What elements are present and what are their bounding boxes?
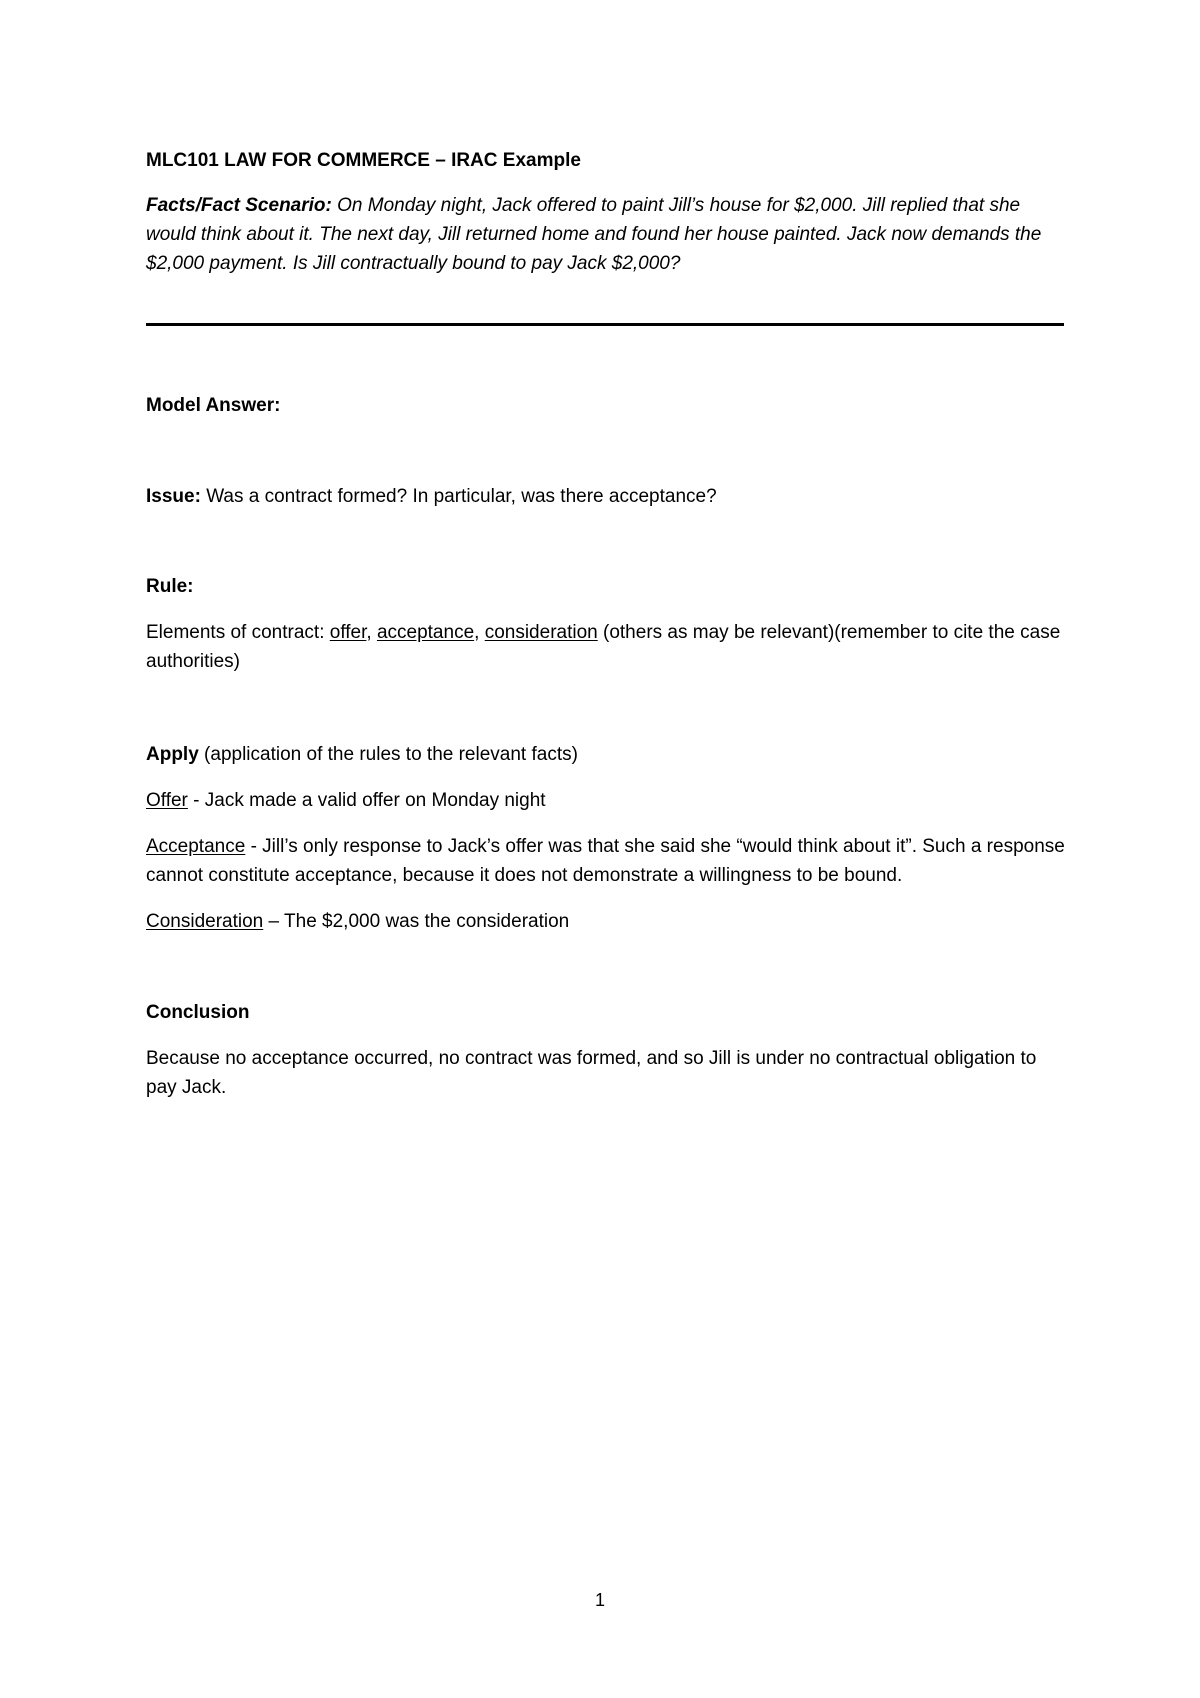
document-title: MLC101 LAW FOR COMMERCE – IRAC Example xyxy=(146,150,581,171)
page-number: 1 xyxy=(594,1590,605,1610)
apply-consideration-text: – The $2,000 was the consideration xyxy=(263,911,570,932)
facts-text: On Monday night, Jack offered to paint Jill’s house for $2,000. Jill replied that she would think about it. The next day, Jill returned home and found her house painted. Jack now demands the $2,000 payment. Is Jill contractually bound to pay Jack $2,000? xyxy=(146,195,1042,274)
rule-paragraph xyxy=(146,618,1066,676)
rule-element-acceptance: acceptance xyxy=(376,622,475,643)
facts-label: Facts/Fact Scenario: xyxy=(146,195,332,216)
apply-label: Apply xyxy=(146,744,199,765)
horizontal-divider xyxy=(146,323,1064,326)
issue-paragraph xyxy=(146,482,1066,511)
rule-prefix: Elements of contract: xyxy=(146,622,330,643)
conclusion-heading: Conclusion xyxy=(146,1002,250,1023)
rule-suffix: (others as may be relevant)(remember to cite the case authorities) xyxy=(146,622,1061,672)
model-answer-heading: Model Answer: xyxy=(146,395,281,416)
apply-text: (application of the rules to the relevant facts) xyxy=(198,744,578,765)
apply-offer-text: - Jack made a valid offer on Monday night xyxy=(187,790,546,811)
apply-consideration-label: Consideration xyxy=(146,911,264,932)
apply-offer-paragraph xyxy=(146,786,1066,815)
apply-consideration-paragraph xyxy=(146,907,1066,936)
issue-text: Was a contract formed? In particular, was there acceptance? xyxy=(200,486,717,507)
issue-label: Issue: xyxy=(146,486,201,507)
rule-separator: , xyxy=(366,622,377,643)
rule-heading: Rule: xyxy=(146,576,194,597)
facts-paragraph xyxy=(146,191,1066,278)
apply-acceptance-label: Acceptance xyxy=(146,836,246,857)
rule-element-consideration: consideration xyxy=(484,622,598,643)
apply-acceptance-paragraph xyxy=(146,832,1066,890)
rule-separator: , xyxy=(474,622,485,643)
apply-offer-label: Offer xyxy=(146,790,188,811)
apply-acceptance-text: - Jill’s only response to Jack’s offer was that she said she “would think about it”. Such a response cannot constitute acceptance, because it does not demonstrate a willingness to be bound. xyxy=(146,836,1065,886)
rule-element-offer: offer xyxy=(329,622,367,643)
conclusion-paragraph: Because no acceptance occurred, no contract was formed, and so Jill is under no contractual obligation to pay Jack. xyxy=(146,1048,1037,1098)
apply-paragraph xyxy=(146,740,1066,769)
